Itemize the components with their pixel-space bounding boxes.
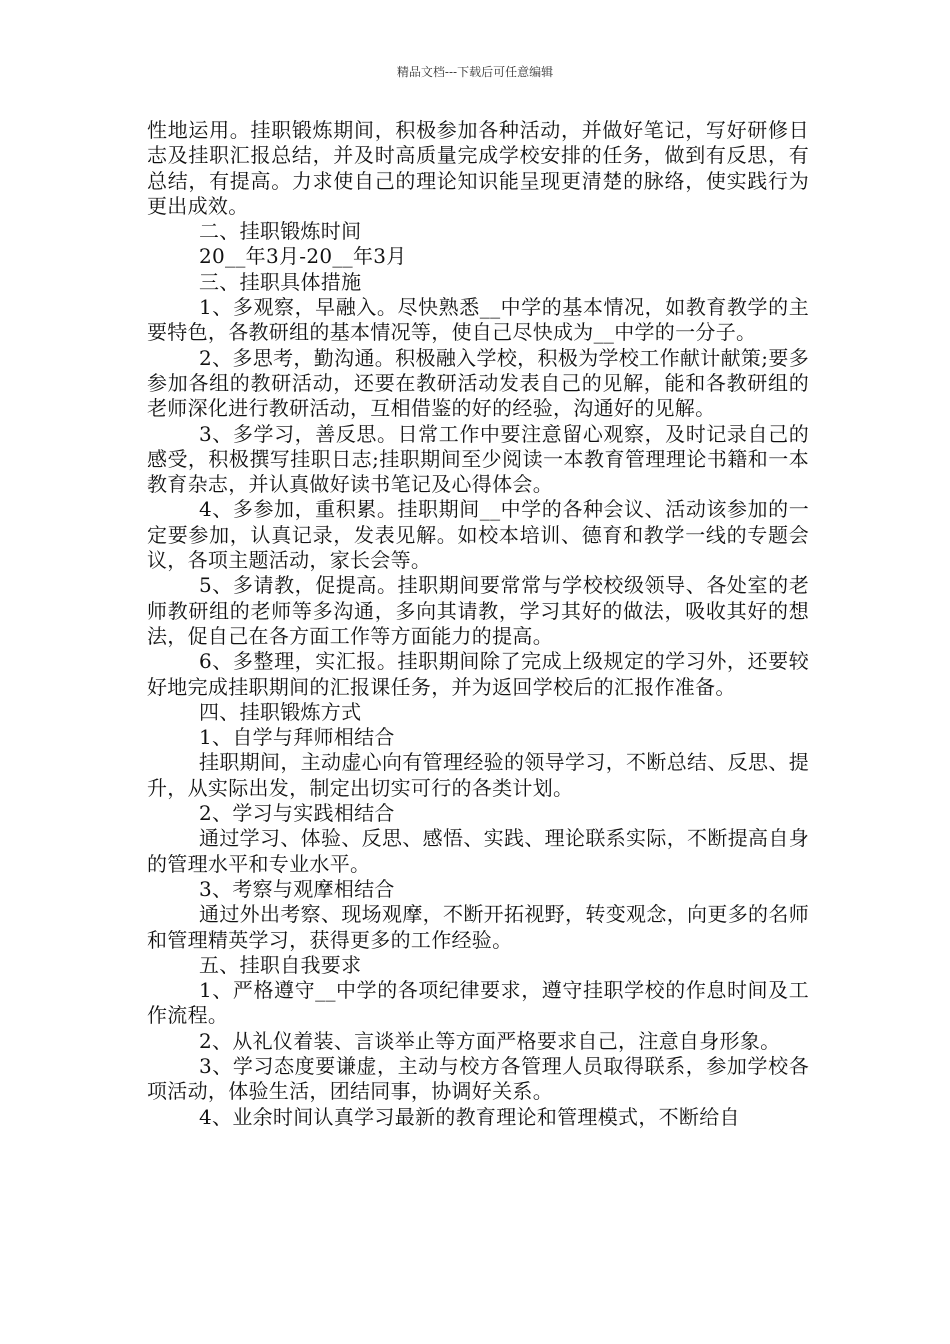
paragraph: 3、多学习，善反思。日常工作中要注意留心观察，及时记录自己的感受，积极撰写挂职日志;挂职期间至少阅读一本教育管理理论书籍和一本教育杂志，并认真做好读书笔记及心得体会。 bbox=[147, 421, 809, 497]
paragraph: 6、多整理，实汇报。挂职期间除了完成上级规定的学习外，还要较好地完成挂职期间的汇报课任务，并为返回学校后的汇报作准备。 bbox=[147, 649, 809, 699]
sub-heading: 1、自学与拜师相结合 bbox=[199, 725, 395, 750]
paragraph: 性地运用。挂职锻炼期间，积极参加各种活动，并做好笔记，写好研修日志及挂职汇报总结，并及时高质量完成学校安排的任务，做到有反思，有总结，有提高。力求使自己的理论知识能呈现更清楚的脉络，使实践行为更出成效。 bbox=[147, 118, 809, 218]
paragraph: 3、学习态度要谦虚，主动与校方各管理人员取得联系，参加学校各项活动，体验生活，团结同事，协调好关系。 bbox=[147, 1053, 809, 1104]
section-heading: 二、挂职锻炼时间 bbox=[199, 219, 362, 244]
sub-heading: 2、学习与实践相结合 bbox=[199, 801, 395, 826]
paragraph: 通过外出考察、现场观摩，不断开拓视野，转变观念，向更多的名师和管理精英学习，获得更多的工作经验。 bbox=[147, 902, 809, 952]
document-body bbox=[147, 118, 809, 1130]
paragraph: 2、多思考，勤沟通。积极融入学校，积极为学校工作献计献策;要多参加各组的教研活动，还要在教研活动发表自己的见解，能和各教研组的老师深化进行教研活动，互相借鉴的好的经验，沟通好的见解。 bbox=[147, 345, 809, 421]
section-heading: 三、挂职具体措施 bbox=[199, 269, 362, 294]
page-header: 精品文档---下载后可任意编辑 bbox=[396, 65, 554, 79]
sub-heading: 3、考察与观摩相结合 bbox=[199, 876, 395, 901]
paragraph: 挂职期间，主动虚心向有管理经验的领导学习，不断总结、反思、提升，从实际出发，制定出切实可行的各类计划。 bbox=[147, 750, 809, 800]
section-heading: 四、挂职锻炼方式 bbox=[199, 699, 362, 724]
paragraph: 1、严格遵守__中学的各项纪律要求，遵守挂职学校的作息时间及工作流程。 bbox=[147, 978, 809, 1028]
paragraph: 1、多观察，早融入。尽快熟悉__中学的基本情况，如教育教学的主要特色，各教研组的基本情况等，使自己尽快成为__中学的一分子。 bbox=[147, 295, 809, 345]
paragraph: 5、多请教，促提高。挂职期间要常常与学校校级领导、各处室的老师教研组的老师等多沟通，多向其请教，学习其好的做法，吸收其好的想法，促自己在各方面工作等方面能力的提高。 bbox=[147, 573, 809, 648]
paragraph: 4、业余时间认真学习最新的教育理论和管理模式，不断给自 bbox=[199, 1104, 740, 1129]
paragraph: 通过学习、体验、反思、感悟、实践、理论联系实际，不断提高自身的管理水平和专业水平。 bbox=[147, 826, 809, 876]
paragraph: 4、多参加，重积累。挂职期间__中学的各种会议、活动该参加的一定要参加，认真记录，发表见解。如校本培训、德育和教学一线的专题会议，各项主题活动，家长会等。 bbox=[147, 497, 809, 573]
section-heading: 五、挂职自我要求 bbox=[199, 952, 362, 977]
paragraph: 2、从礼仪着装、言谈举止等方面严格要求自己，注意自身形象。 bbox=[199, 1028, 781, 1053]
paragraph: 20__年3月-20__年3月 bbox=[199, 244, 407, 269]
